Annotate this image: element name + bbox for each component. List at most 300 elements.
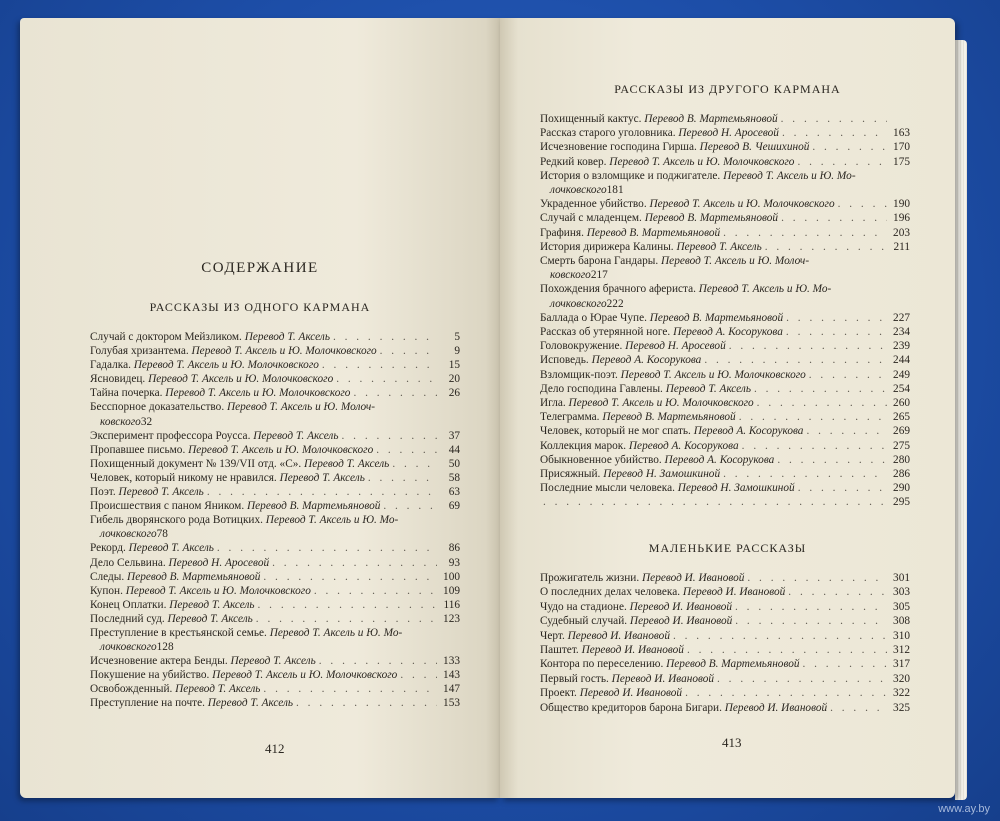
story-title: Графиня. [540, 226, 584, 239]
toc-entry [540, 126, 910, 140]
story-title: Головокружение. [540, 340, 623, 353]
translator: Перевод И. Ивановой [567, 629, 670, 642]
page-ref: 325 [893, 701, 910, 714]
story-title: Рекорд. [90, 542, 126, 555]
story-title: Похищенный документ № 139/VII отд. «С». [90, 457, 302, 470]
page-ref: 50 [448, 457, 460, 470]
leader-dots [687, 643, 887, 657]
page-ref: 128 [156, 641, 174, 654]
leader-dots [368, 471, 437, 485]
toc-entry [540, 211, 910, 225]
leader-dots [781, 112, 887, 126]
page-ref: 170 [893, 141, 910, 154]
page-ref: 32 [140, 415, 153, 428]
leader-dots [754, 382, 887, 396]
leader-dots [739, 410, 887, 424]
toc-entry [540, 453, 910, 467]
translator: Перевод И. Ивановой [724, 701, 828, 714]
story-title: Освобожденный. [90, 683, 173, 696]
toc-entry [90, 654, 460, 668]
toc-entry [540, 672, 910, 686]
leader-dots [777, 453, 887, 467]
toc-entry [90, 668, 460, 682]
leader-dots [272, 556, 437, 570]
story-title: Взломщик-поэт. [540, 368, 618, 381]
story-title: Присяжный. [540, 468, 601, 481]
page-ref: 303 [893, 586, 910, 599]
story-title: Судебный случай. [540, 615, 628, 628]
leader-dots [729, 339, 887, 353]
story-title: Исчезновение господина Гирша. [540, 141, 697, 154]
toc-entry [540, 495, 910, 509]
translator: Перевод Т. Аксель [128, 542, 214, 555]
leader-dots [786, 311, 887, 325]
page-ref: 163 [893, 127, 910, 140]
story-title: Рассказ старого уголовника. [540, 127, 676, 140]
story-title: История о взломщике и поджигателе. [540, 169, 721, 182]
translator-continued: лочковского [550, 297, 607, 310]
page-ref: 249 [893, 368, 910, 381]
toc-entry [540, 629, 910, 643]
leader-dots [673, 629, 887, 643]
toc-entry [90, 386, 460, 400]
toc-entry [90, 372, 460, 386]
toc-entry [540, 169, 910, 197]
page-ref: 15 [448, 359, 460, 372]
story-title: Происшествия с паном Яником. [90, 500, 245, 513]
page-ref: 26 [448, 387, 460, 400]
translator-continued: ковского [550, 269, 591, 282]
translator: Перевод А. Косорукова [664, 453, 775, 466]
toc-entry [540, 353, 910, 367]
translator: Перевод Т. Аксель и Ю. Молочковского [125, 584, 311, 597]
toc-entry [90, 541, 460, 555]
page-ref: 203 [893, 226, 910, 239]
story-title: Первый гость. [540, 672, 609, 685]
leader-dots [376, 443, 437, 457]
page-ref: 301 [893, 572, 910, 584]
leader-dots [742, 439, 887, 453]
page-edges [955, 40, 967, 800]
leader-dots [838, 197, 887, 211]
page-ref: 265 [893, 411, 910, 424]
page-ref: 310 [893, 629, 910, 642]
translator: Перевод Т. Аксель и Ю. Молочковского [568, 397, 754, 410]
story-title: Человек, который никому не нравился. [90, 471, 277, 484]
page-ref: 20 [448, 373, 460, 386]
translator: Перевод Н. Замошкиной [603, 468, 721, 481]
page-ref: 147 [443, 683, 460, 696]
watermark: www.ay.by [938, 803, 990, 815]
toc-entry [90, 485, 460, 499]
translator: Перевод В. Мартемьяновой [247, 500, 381, 513]
translator: Перевод И. Ивановой [629, 615, 733, 628]
toc-entry [540, 282, 910, 310]
page-ref: 275 [893, 439, 910, 452]
translator: Перевод А. Косорукова [591, 354, 702, 367]
toc-entry [540, 240, 910, 254]
leader-dots [812, 140, 887, 154]
translator: Перевод Т. Аксель [167, 612, 253, 625]
translator: Перевод Т. Аксель [253, 429, 339, 442]
section-title-other-pocket: РАССКАЗЫ ИЗ ДРУГОГО КАРМАНА [614, 82, 841, 96]
translator: Перевод Т. Аксель и Ю. Молочковского [649, 198, 835, 211]
toc-entry [540, 481, 910, 495]
translator: Перевод Т. Аксель [175, 683, 261, 696]
story-title: Пропавшее письмо. [90, 443, 186, 456]
story-title: Преступление в крестьянской семье. [90, 626, 267, 639]
translator: Перевод В. Мартемьяновой [127, 570, 261, 583]
story-title: Смерть барона Гандары. [540, 255, 659, 268]
page-ref: 295 [893, 496, 910, 509]
leader-dots [798, 481, 887, 495]
story-title: Следы. [90, 570, 125, 583]
toc-entry [90, 457, 460, 471]
toc-entry [90, 513, 460, 541]
toc-entry [540, 410, 910, 424]
contents-title: СОДЕРЖАНИЕ [201, 260, 319, 276]
toc-entry [540, 155, 910, 169]
story-title: Чудо на стадионе. [540, 600, 627, 613]
leader-dots [757, 396, 887, 410]
translator: Перевод Т. Аксель и Ю. Молочковского [133, 359, 319, 372]
toc-entry [90, 358, 460, 372]
story-title: Ясновидец. [90, 373, 146, 386]
page-ref: 37 [448, 429, 460, 442]
translator: Перевод Н. Аросевой [168, 556, 270, 569]
page-ref: 190 [893, 198, 910, 211]
page-ref: 9 [454, 345, 460, 358]
translator: Перевод И. Ивановой [581, 644, 684, 657]
leader-dots [342, 429, 437, 443]
translator: Перевод Т. Аксель и Ю. Молочковского [620, 368, 806, 381]
section-title-little-stories: МАЛЕНЬКИЕ РАССКАЗЫ [648, 541, 807, 555]
toc-entry [540, 643, 910, 657]
page-ref: 217 [590, 269, 608, 282]
toc-entry [540, 657, 910, 671]
story-title: Голубая хризантема. [90, 345, 189, 358]
story-title: Редкий ковер. [540, 155, 607, 168]
toc-entry [540, 368, 910, 382]
page-ref: 69 [448, 500, 460, 513]
story-title: Общество кредиторов барона Бигари. [540, 701, 722, 714]
toc-entry [90, 598, 460, 612]
leader-dots [333, 330, 437, 344]
story-title: Исчезновение актера Бенды. [90, 655, 228, 668]
story-title: История дирижера Калины. [540, 240, 674, 253]
story-title: Похождения брачного афериста. [540, 283, 696, 296]
page-ref: 211 [893, 240, 910, 253]
page-ref: 260 [893, 397, 910, 410]
translator: Перевод Т. Аксель [676, 240, 762, 253]
page-ref: 116 [443, 598, 460, 611]
page-ref: 244 [893, 354, 910, 367]
translator: Перевод Т. Аксель [207, 697, 294, 710]
translator: Перевод И. Ивановой [642, 572, 745, 584]
leader-dots [723, 226, 887, 240]
leader-dots [809, 368, 887, 382]
page-ref: 133 [443, 655, 460, 668]
leader-dots [400, 668, 437, 682]
leader-dots [383, 499, 437, 513]
page-ref: 227 [893, 311, 910, 324]
translator: Перевод Т. Аксель и Ю. Молоч- [226, 401, 376, 414]
toc-entry [540, 254, 910, 282]
leader-dots [322, 358, 437, 372]
page-ref: 109 [443, 584, 460, 597]
toc-entry [90, 330, 460, 344]
leader-dots [735, 600, 887, 614]
toc-entry [540, 571, 910, 585]
section-title-one-pocket: РАССКАЗЫ ИЗ ОДНОГО КАРМАНА [149, 300, 371, 314]
leader-dots [685, 686, 887, 700]
leader-dots [704, 353, 887, 367]
page-ref: 93 [448, 556, 460, 569]
story-title: Преступление на почте. [90, 697, 205, 710]
story-title: Дело господина Гавлены. [540, 382, 663, 395]
translator: Перевод Т. Аксель и Ю. Мо- [698, 283, 832, 296]
translator: Перевод И. Ивановой [611, 672, 715, 685]
toc-entry [540, 701, 910, 715]
toc-entry [90, 429, 460, 443]
translator: Перевод Т. Аксель и Ю. Молочковского [609, 155, 795, 168]
story-title: Последний суд. [90, 612, 165, 625]
page-ref: 234 [893, 326, 910, 339]
story-title: Гадалка. [90, 359, 131, 372]
story-title: Тайна почерка. [90, 387, 163, 400]
toc-entry [540, 339, 910, 353]
story-title: Коллекция марок. [540, 439, 627, 452]
translator: Перевод А. Косоруковa [673, 326, 783, 339]
story-title: Конец Оплатки. [90, 598, 167, 611]
translator: Перевод В. Мартемьяновой [649, 311, 784, 324]
translator: Перевод Т. Аксель и Ю. Молочковского [191, 345, 377, 358]
translator: Перевод Т. Аксель и Ю. Мо- [265, 514, 399, 527]
page-ref: 269 [893, 425, 910, 438]
story-title: Исповедь. [540, 354, 589, 367]
toc-entry [540, 311, 910, 325]
toc-entry [540, 467, 910, 481]
story-title: Последние мысли человека. [540, 482, 675, 495]
page-ref: 153 [443, 697, 460, 710]
translator-continued: лочковского [100, 528, 157, 541]
story-title: Гибель дворянского рода Вотицких. [90, 514, 263, 527]
translator: Перевод Т. Аксель и Ю. Молочковского [148, 373, 334, 386]
translator: Перевод Н. Аросевой [625, 340, 726, 353]
leader-dots [258, 598, 437, 612]
page-ref: 78 [156, 528, 168, 541]
leader-dots [380, 344, 437, 358]
page-ref: 143 [443, 669, 460, 682]
translator: Перевод Т. Аксель [244, 331, 330, 343]
translator: Перевод А. Косорукова [693, 425, 804, 438]
page-ref: 123 [443, 612, 460, 625]
translator-continued: ковского [100, 415, 141, 428]
story-title: Покушение на убийство. [90, 669, 210, 682]
page-ref: 44 [448, 443, 460, 456]
leader-dots [765, 240, 887, 254]
leader-dots [797, 155, 887, 169]
leader-dots [319, 654, 437, 668]
page-ref: 280 [893, 453, 910, 466]
story-title: Дело Сельвина. [90, 556, 166, 569]
page-number-left: 412 [265, 741, 285, 756]
toc-entry [90, 612, 460, 626]
toc-entry [540, 140, 910, 154]
leader-dots [830, 701, 887, 715]
page-ref: 305 [893, 600, 910, 613]
story-title: Черт. [540, 629, 565, 642]
translator: Перевод Т. Аксель [304, 457, 390, 470]
translator: Перевод В. Мартемьяновой [586, 226, 721, 239]
leader-dots [296, 696, 437, 710]
translator: Перевод Т. Аксель и Ю. Молоч- [661, 255, 810, 268]
translator: Перевод И. Ивановой [629, 600, 733, 613]
translator: Перевод В. Мартемьяновой [644, 113, 778, 125]
translator: Перевод Т. Аксель и Ю. Мо- [269, 626, 403, 639]
leader-dots [782, 126, 887, 140]
translator: Перевод И. Ивановой [579, 687, 683, 700]
toc-entry [540, 686, 910, 700]
story-title: Игла. [540, 397, 566, 410]
translator: Перевод И. Ивановой [682, 586, 786, 599]
leader-dots [735, 614, 887, 628]
story-title: Купон. [90, 584, 123, 597]
page-ref: 100 [443, 570, 460, 583]
translator: Перевод Т. Аксель и Ю. Молочковского [165, 387, 351, 400]
leader-dots [217, 541, 437, 555]
page-ref: 254 [893, 382, 910, 395]
toc-entry [540, 585, 910, 599]
toc-entry [90, 696, 460, 710]
story-title: Случай с младенцем. [540, 212, 642, 225]
toc-entry [540, 226, 910, 240]
translator: Перевод В. Мартемьяновой [602, 411, 736, 424]
translator: Перевод Н. Замошкиной [677, 482, 795, 495]
left-page [20, 18, 500, 798]
page-ref: 175 [893, 155, 910, 168]
translator: Перевод Т. Аксель [279, 471, 365, 484]
leader-dots [788, 585, 887, 599]
page-ref: 239 [893, 340, 910, 353]
page-ref: 320 [893, 672, 910, 685]
toc-entry [540, 382, 910, 396]
story-title: Бесспорное доказательство. [90, 401, 225, 414]
leader-dots [781, 211, 887, 225]
story-title: О последних делах человека. [540, 586, 681, 599]
toc-entry [540, 439, 910, 453]
story-title: Человек, который не мог спать. [540, 425, 691, 438]
translator: Перевод Т. Аксель [169, 598, 255, 611]
translator: Перевод Т. Аксель и Ю. Молочковского [212, 669, 398, 682]
leader-dots [723, 467, 887, 481]
page-ref: 63 [448, 486, 460, 499]
translator: Перевод В. Мартемьяновой [666, 658, 800, 671]
leader-dots [263, 682, 437, 696]
page-ref: 58 [448, 471, 460, 484]
translator: Перевод Т. Аксель [230, 655, 316, 668]
leader-dots [803, 657, 888, 671]
story-title: Случай с доктором Мейзликом. [90, 331, 242, 343]
translator: Перевод В. Чешихиной [699, 141, 810, 154]
toc-entry [540, 325, 910, 339]
toc-entry [90, 584, 460, 598]
toc-entry [540, 600, 910, 614]
page-ref: 312 [893, 644, 910, 657]
toc-entry [540, 112, 910, 126]
toc-list-left [90, 330, 460, 711]
leader-dots [263, 570, 437, 584]
toc-entry [540, 614, 910, 628]
leader-dots [786, 325, 887, 339]
open-book [20, 18, 965, 813]
leader-dots [314, 584, 437, 598]
page-ref: 317 [893, 658, 910, 671]
page-ref: 5 [454, 331, 460, 343]
translator: Перевод В. Мартемьяновой [644, 212, 779, 225]
story-title: Проект. [540, 687, 577, 700]
translator: Перевод Н. Аросевой [678, 127, 779, 140]
story-title: Рассказ об утерянной ноге. [540, 326, 671, 339]
toc-entry [540, 396, 910, 410]
translator: Перевод Т. Аксель [665, 382, 751, 395]
toc-list-right-little-stories [540, 571, 910, 715]
toc-entry [90, 626, 460, 654]
translator: Перевод Т. Аксель и Ю. Молочковского [188, 443, 374, 456]
toc-entry [90, 443, 460, 457]
translator: Перевод А. Косорукова [628, 439, 739, 452]
page-ref: 86 [448, 542, 460, 555]
story-title: Прожигатель жизни. [540, 572, 640, 584]
toc-entry [540, 197, 910, 211]
toc-entry [540, 424, 910, 438]
page-ref: 308 [893, 615, 910, 628]
story-title: Обыкновенное убийство. [540, 453, 662, 466]
page-ref: 196 [893, 212, 910, 225]
translator: Перевод Т. Аксель и Ю. Мо- [723, 169, 856, 182]
page-ref: 181 [606, 184, 624, 197]
leader-dots [353, 386, 437, 400]
page-ref: 286 [893, 468, 910, 481]
toc-entry [90, 344, 460, 358]
story-title: Телеграмма. [540, 411, 600, 424]
toc-entry [90, 471, 460, 485]
page-number-right: 413 [722, 735, 742, 750]
toc-entry [90, 499, 460, 513]
page-ref: 322 [893, 687, 910, 700]
toc-entry [90, 556, 460, 570]
right-page [500, 18, 955, 798]
toc-entry [90, 682, 460, 696]
page-ref: 222 [606, 297, 624, 310]
translator-continued: лочковского [100, 641, 157, 654]
leader-dots [336, 372, 437, 386]
story-title: Поэт. [90, 486, 116, 499]
leader-dots [207, 485, 437, 499]
story-title: Похищенный кактус. [540, 113, 642, 125]
translator: Перевод Т. Аксель [118, 486, 204, 499]
story-title: Контора по переселению. [540, 658, 664, 671]
story-title: Эксперимент профессора Роусса. [90, 429, 251, 442]
toc-entry [90, 570, 460, 584]
toc-entry [90, 400, 460, 428]
toc-list-right-other-pocket [540, 112, 910, 510]
story-title: Баллада о Юраe Чупе. [540, 311, 647, 324]
leader-dots [747, 571, 887, 585]
translator-continued: лочковского [550, 184, 607, 197]
story-title: Паштет. [540, 644, 579, 657]
leader-dots [392, 457, 437, 471]
